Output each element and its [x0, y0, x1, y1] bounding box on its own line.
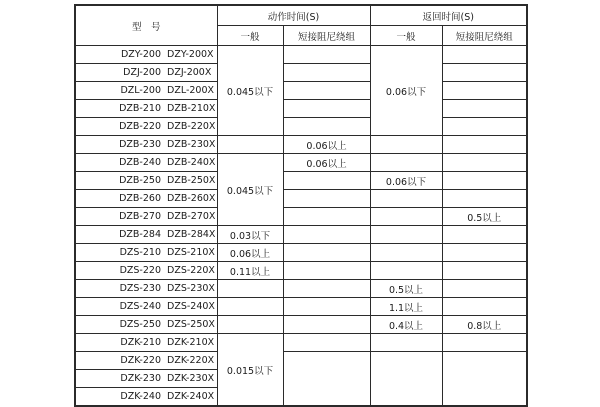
return-general-cell: [370, 136, 442, 154]
return-general-cell: [370, 208, 442, 226]
return-damping-cell: [442, 46, 527, 64]
table-row: [75, 64, 527, 82]
return-general-cell: [370, 352, 442, 407]
model-name: DZB-284: [119, 229, 161, 240]
table-row: [75, 190, 527, 208]
model-name: DZL-200: [120, 85, 161, 96]
model-pair: [76, 49, 217, 60]
model-pair: [76, 175, 217, 186]
model-name-variant: DZB-230X: [167, 139, 216, 150]
model-name: DZB-210: [119, 103, 161, 114]
model-pair: [76, 283, 217, 294]
model-pair: [76, 265, 217, 276]
model-pair: [76, 355, 217, 366]
action-damping-cell: [283, 118, 370, 136]
action-damping-cell: [283, 316, 370, 334]
return-damping-cell: [442, 136, 527, 154]
model-name-variant: DZS-210X: [167, 247, 215, 258]
model-pair: [76, 193, 217, 204]
model-name-variant: DZB-210X: [167, 103, 216, 114]
model-pair: [76, 67, 217, 78]
model-pair: [76, 301, 217, 312]
model-name: DZB-240: [119, 157, 161, 168]
model-pair: [76, 103, 217, 114]
return-general-cell: [370, 226, 442, 244]
action-damping-cell: [283, 82, 370, 100]
model-name: DZS-230: [119, 283, 161, 294]
action-general-cell: 0.015以下: [217, 334, 283, 407]
model-name: DZB-270: [119, 211, 161, 222]
return-general-cell: 0.5以上: [370, 280, 442, 298]
return-damping-cell: 0.5以上: [442, 208, 527, 226]
return-damping-cell: [442, 226, 527, 244]
model-pair: [76, 337, 217, 348]
model-cell: [75, 226, 217, 244]
table-row: [75, 154, 527, 172]
action-damping-cell: 0.06以上: [283, 136, 370, 154]
model-pair: [76, 319, 217, 330]
action-general-cell: [217, 316, 283, 334]
model-cell: [75, 64, 217, 82]
action-general-cell: 0.03以下: [217, 226, 283, 244]
model-name: DZS-220: [119, 265, 161, 276]
model-column-header: 型 号: [75, 5, 217, 46]
table-row: [75, 298, 527, 316]
return-damping-cell: [442, 64, 527, 82]
model-name-variant: DZK-210X: [167, 337, 215, 348]
action-time-group-header: 动作时间(S): [217, 5, 370, 26]
return-general-cell: [370, 154, 442, 172]
action-general-subheader: 一般: [217, 26, 283, 46]
model-name: DZB-260: [119, 193, 161, 204]
return-damping-cell: [442, 334, 527, 352]
return-general-cell: [370, 262, 442, 280]
model-name-variant: DZS-240X: [167, 301, 215, 312]
model-cell: [75, 262, 217, 280]
model-cell: [75, 370, 217, 388]
model-cell: [75, 154, 217, 172]
return-general-cell: 1.1以上: [370, 298, 442, 316]
model-pair: [76, 121, 217, 132]
model-cell: [75, 280, 217, 298]
table-row: [75, 100, 527, 118]
model-cell: [75, 82, 217, 100]
action-damping-cell: [283, 64, 370, 82]
model-cell: [75, 244, 217, 262]
action-damping-subheader: 短接阻尼绕组: [283, 26, 370, 46]
model-cell: [75, 298, 217, 316]
model-pair: [76, 139, 217, 150]
model-name-variant: DZK-230X: [167, 373, 215, 384]
action-damping-cell: [283, 262, 370, 280]
model-name-variant: DZL-200X: [167, 85, 215, 96]
return-general-cell: 0.06以下: [370, 46, 442, 136]
action-damping-cell: [283, 100, 370, 118]
model-pair: [76, 229, 217, 240]
return-damping-cell: [442, 262, 527, 280]
model-name-variant: DZB-284X: [167, 229, 216, 240]
action-damping-cell: [283, 298, 370, 316]
model-name-variant: DZB-260X: [167, 193, 216, 204]
model-name: DZS-240: [119, 301, 161, 312]
table-row: [75, 172, 527, 190]
model-name: DZJ-200: [123, 67, 161, 78]
model-name: DZS-250: [119, 319, 161, 330]
model-pair: [76, 211, 217, 222]
model-pair: [76, 247, 217, 258]
return-damping-cell: [442, 280, 527, 298]
model-name-variant: DZJ-200X: [167, 67, 212, 78]
model-pair: [76, 391, 217, 402]
return-time-group-header: 返回时间(S): [370, 5, 527, 26]
model-pair: [76, 373, 217, 384]
table-row: [75, 334, 527, 352]
model-cell: [75, 352, 217, 370]
table-row: [75, 136, 527, 154]
model-name: DZY-200: [120, 49, 161, 60]
model-cell: [75, 46, 217, 64]
return-damping-cell: [442, 100, 527, 118]
table-row: [75, 316, 527, 334]
action-damping-cell: [283, 280, 370, 298]
return-general-cell: 0.4以上: [370, 316, 442, 334]
model-cell: [75, 172, 217, 190]
return-damping-subheader: 短接阻尼绕组: [442, 26, 527, 46]
action-general-cell: [217, 136, 283, 154]
model-cell: [75, 334, 217, 352]
table-row: [75, 46, 527, 64]
return-damping-cell: [442, 190, 527, 208]
return-general-cell: 0.06以下: [370, 172, 442, 190]
return-damping-cell: [442, 154, 527, 172]
model-name: DZS-210: [119, 247, 161, 258]
action-damping-cell: [283, 352, 370, 407]
model-cell: [75, 208, 217, 226]
model-name-variant: DZY-200X: [167, 49, 214, 60]
action-damping-cell: [283, 172, 370, 190]
model-name-variant: DZB-250X: [167, 175, 216, 186]
return-damping-cell: [442, 118, 527, 136]
model-name: DZB-250: [119, 175, 161, 186]
spec-table-body: [75, 46, 527, 407]
action-damping-cell: 0.06以上: [283, 154, 370, 172]
action-damping-cell: [283, 46, 370, 64]
table-row: [75, 226, 527, 244]
model-name-variant: DZK-240X: [167, 391, 215, 402]
table-row: [75, 352, 527, 370]
model-name: DZK-210: [120, 337, 161, 348]
return-general-cell: [370, 244, 442, 262]
return-damping-cell: [442, 298, 527, 316]
relay-timing-spec-table: [74, 4, 528, 407]
model-name-variant: DZS-230X: [167, 283, 215, 294]
action-general-cell: 0.045以下: [217, 154, 283, 226]
model-cell: [75, 316, 217, 334]
model-pair: [76, 157, 217, 168]
model-cell: [75, 136, 217, 154]
table-row: [75, 82, 527, 100]
table-header: [75, 5, 527, 46]
return-general-cell: [370, 334, 442, 352]
return-damping-cell: [442, 352, 527, 407]
action-general-cell: 0.06以上: [217, 244, 283, 262]
model-name: DZK-230: [120, 373, 161, 384]
model-name-variant: DZK-220X: [167, 355, 215, 366]
model-name-variant: DZS-220X: [167, 265, 215, 276]
action-general-cell: [217, 280, 283, 298]
return-general-cell: [370, 190, 442, 208]
action-damping-cell: [283, 190, 370, 208]
model-name-variant: DZB-270X: [167, 211, 216, 222]
model-name: DZK-220: [120, 355, 161, 366]
model-cell: [75, 100, 217, 118]
return-damping-cell: [442, 172, 527, 190]
action-general-cell: 0.045以下: [217, 46, 283, 136]
model-pair: [76, 85, 217, 96]
model-cell: [75, 118, 217, 136]
return-damping-cell: [442, 244, 527, 262]
action-damping-cell: [283, 226, 370, 244]
model-name-variant: DZB-240X: [167, 157, 216, 168]
action-general-cell: [217, 298, 283, 316]
model-name: DZK-240: [120, 391, 161, 402]
model-name: DZB-230: [119, 139, 161, 150]
table-row: [75, 244, 527, 262]
model-name: DZB-220: [119, 121, 161, 132]
model-cell: [75, 190, 217, 208]
action-damping-cell: [283, 334, 370, 352]
table-row: [75, 262, 527, 280]
action-general-cell: 0.11以上: [217, 262, 283, 280]
return-damping-cell: [442, 82, 527, 100]
return-damping-cell: 0.8以上: [442, 316, 527, 334]
action-damping-cell: [283, 208, 370, 226]
return-general-subheader: 一般: [370, 26, 442, 46]
model-cell: [75, 388, 217, 407]
action-damping-cell: [283, 244, 370, 262]
table-row: [75, 118, 527, 136]
spec-table-container: [74, 4, 528, 407]
model-name-variant: DZS-250X: [167, 319, 215, 330]
table-row: [75, 208, 527, 226]
model-name-variant: DZB-220X: [167, 121, 216, 132]
table-row: [75, 280, 527, 298]
